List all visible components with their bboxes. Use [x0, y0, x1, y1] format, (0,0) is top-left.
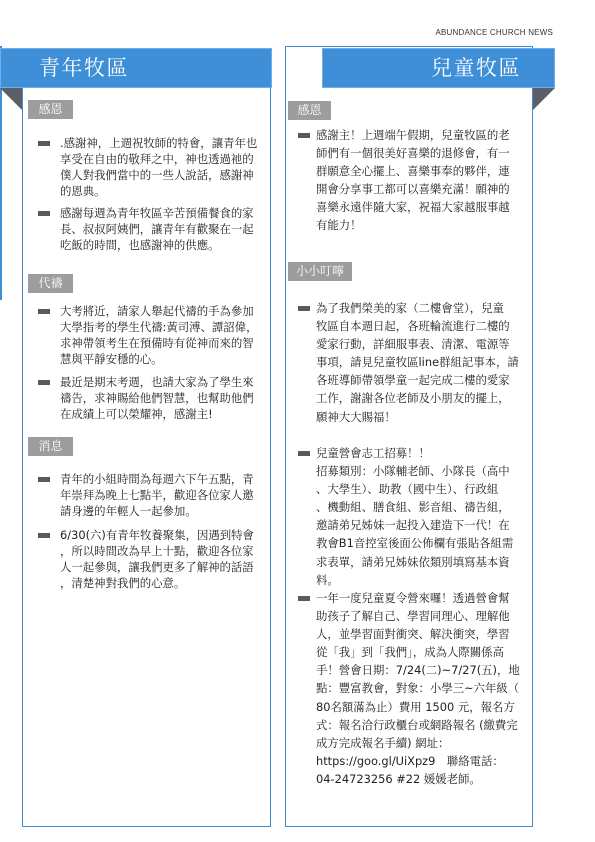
bullet-icon: [38, 141, 50, 146]
children-ministry-title: 兒童牧區: [431, 56, 521, 80]
item-line: 6/30(六)有青年牧養聚集，因遇到特會: [60, 528, 254, 542]
item-line: 愛家行動，詳細服事表、清潔、電源等: [316, 337, 510, 352]
bullet-icon: [38, 380, 50, 385]
item-line: 有能力！: [316, 218, 362, 233]
item-line: 牧區自本週日起，各班輪流進行二樓的: [316, 319, 510, 334]
item-line: 手！營會日期：7/24(二)~7/27(五)，地: [316, 663, 520, 678]
bullet-icon: [38, 477, 50, 482]
section-label-reminders: 小小叮嚀: [288, 262, 352, 281]
bullet-icon: [298, 451, 310, 456]
item-line: 教會B1音控室後面公佈欄有張貼各組需: [316, 536, 514, 551]
publication-title: ABUNDANCE CHURCH NEWS: [435, 28, 553, 37]
item-line: 招募類別：小隊輔老師、小隊長（高中: [316, 464, 510, 479]
item-line: 感謝每週為青年牧區辛苦預備餐食的家: [60, 206, 254, 220]
list-item: [38, 135, 264, 199]
item-line: 在成績上可以榮耀神，感謝主!: [60, 407, 213, 421]
section-label-news: 消息: [28, 437, 73, 456]
list-item: [38, 471, 264, 519]
item-line: 人一起參與，讓我們更多了解神的話語: [60, 560, 254, 574]
item-line: 助孩子了解自己、學習同理心、理解他: [316, 609, 510, 624]
item-line: 的恩典。: [60, 184, 106, 198]
list-item: [38, 303, 264, 367]
item-line: ，清楚神對我們的心意。: [60, 576, 186, 590]
item-line: 邀請弟兄姊妹一起投入建造下一代！在: [316, 518, 510, 533]
youth-ministry-banner: [0, 48, 272, 88]
item-line: 、機動組、膳食組、影音組、禱告組，: [316, 500, 510, 515]
item-line: 大學指考的學生代禱:黃司溥、譚詔偉，: [60, 320, 258, 334]
bullet-icon: [38, 211, 50, 216]
item-line: 各班導師帶領學童一起完成二樓的愛家: [316, 373, 510, 388]
list-item: [298, 589, 528, 788]
item-line: 師們有一個很美好喜樂的退修會，有一: [316, 146, 510, 161]
bullet-icon: [298, 306, 310, 311]
item-line: ，所以時間改為早上十點，歡迎各位家: [60, 544, 254, 558]
item-line: 長、叔叔阿姨們，讓青年有歡聚在一起: [60, 222, 254, 236]
item-line: 求表單，請弟兄姊妹依類別填寫基本資: [316, 554, 510, 569]
list-item: [298, 126, 528, 235]
item-line: 年崇拜為晚上七點半，歡迎各位家人邀: [60, 488, 254, 502]
camp-contact-phone-line: 04-24723256 #22 媛媛老師。: [316, 771, 481, 786]
item-line: 喜樂永遠伴隨大家，祝福大家越服事越: [316, 200, 510, 215]
section-label-thanks: 感恩: [28, 100, 73, 119]
item-line: 大考將近，請家人舉起代禱的手為參加: [60, 304, 254, 318]
ribbon-fold-icon: [0, 88, 22, 110]
bullet-icon: [298, 133, 310, 138]
item-line: 一年一度兒童夏令營來囉！透過營會幫: [316, 591, 510, 605]
bullet-icon: [38, 309, 50, 314]
item-line: 青年的小組時間為每週六下午五點，青: [60, 472, 254, 486]
camp-signup-url-line: https://goo.gl/UiXpz9 聯絡電話：: [316, 753, 504, 768]
item-line: 點：豐富教會，對象：小學三~六年級（: [316, 681, 520, 696]
item-line: 感謝主！上週端午假期，兒童牧區的老: [316, 128, 510, 142]
item-line: 最近是期末考週，也請大家為了學生來: [60, 375, 254, 389]
item-line: 事項，請見兒童牧區line群組記事本，請: [316, 355, 519, 370]
item-line: 人，並學習面對衝突、解決衝突，學習: [316, 627, 510, 642]
youth-ministry-title: 青年牧區: [39, 56, 129, 80]
children-ministry-banner: [322, 48, 555, 88]
list-item: [38, 527, 264, 591]
item-line: 願神大大賜福！: [316, 409, 396, 424]
section-label-prayer: 代禱: [28, 274, 73, 293]
item-line: 享受在自由的敬拜之中，神也透過祂的: [60, 152, 254, 166]
item-line: 式：報名洽行政櫃台或網路報名 (繳費完: [316, 717, 518, 732]
list-item: [38, 374, 264, 422]
ribbon-fold-icon: [533, 88, 555, 110]
item-line: 為了我們榮美的家（二樓會堂），兒童: [316, 301, 504, 315]
item-line: 慧與平靜安穩的心。: [60, 352, 163, 366]
item-line: 請身邊的年輕人一起參加。: [60, 504, 197, 518]
item-line: 兒童營會志工招募！！: [316, 446, 430, 460]
bullet-icon: [38, 533, 50, 538]
item-line: .感謝神，上週祝牧師的特會，讓青年也: [60, 136, 258, 150]
item-line: 從「我」到「我們」，成為人際關係高: [316, 645, 504, 660]
section-label-thanks: 感恩: [288, 101, 331, 120]
item-line: 成方完成報名手續) 網址：: [316, 735, 450, 750]
item-line: 禱告，求神賜給他們智慧，也幫助他們: [60, 391, 254, 405]
item-line: 吃飯的時間，也感謝神的供應。: [60, 238, 220, 252]
item-line: 求神帶領考生在預備時有從神而來的智: [60, 336, 254, 350]
list-item: [298, 299, 528, 426]
item-line: 開會分享事工都可以喜樂充滿！願神的: [316, 182, 510, 197]
item-line: 工作，謝謝各位老師及小朋友的擺上，: [316, 391, 510, 406]
list-item: [298, 444, 528, 589]
list-item: [38, 205, 264, 253]
item-line: 、大學生）、助教（國中生）、行政組: [316, 482, 499, 497]
item-line: 僕人對我們當中的一些人說話，感謝神: [60, 168, 254, 182]
bullet-icon: [298, 596, 310, 601]
item-line: 群願意全心擺上、喜樂事奉的夥伴，連: [316, 164, 510, 179]
item-line: 料。: [316, 572, 339, 587]
item-line: 80名額滿為止）費用 1500 元，報名方: [316, 699, 515, 714]
